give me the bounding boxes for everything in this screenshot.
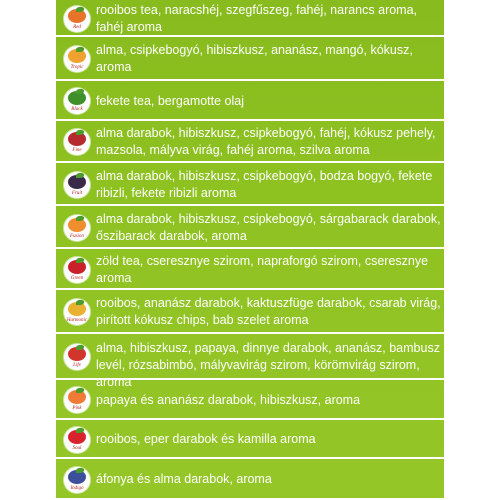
tea-variant-label: Red (73, 25, 81, 30)
strawberry-icon (64, 427, 90, 453)
leaf-illustration (76, 89, 84, 94)
apricot-icon (64, 215, 90, 241)
tea-variant-label: Harmonic (66, 318, 88, 323)
leaf-illustration (76, 258, 84, 263)
ingredient-list: rooibos, ananász darabok, kaktuszfüge darabok, csarab virág, pirított kókusz chips, bab szelet aroma (96, 296, 441, 327)
tea-variant-label: Life (73, 363, 81, 368)
cherry-icon (64, 257, 90, 283)
leaf-illustration (76, 7, 84, 12)
tea-variant-label: Black (71, 107, 83, 112)
ingredient-list: alma darabok, hibiszkusz, csipkebogyó, bodza bogyó, fekete ribizli, fekete ribizli aroma (96, 169, 433, 200)
ingredient-list: zöld tea, cseresznye szirom, napraforgó szirom, cseresznye aroma (96, 254, 429, 285)
tea-row (56, 37, 444, 81)
tropical-fruit-icon (64, 46, 90, 72)
orange-icon (64, 6, 90, 32)
tea-row (56, 380, 444, 420)
tea-row (56, 81, 444, 121)
tea-row (56, 420, 444, 459)
ingredient-list: rooibos, eper darabok és kamilla aroma (96, 432, 316, 446)
leaf-illustration (76, 345, 84, 350)
leaf-illustration (76, 47, 84, 52)
ingredient-list: alma, csipkebogyó, hibiszkusz, ananász, mangó, kókusz, aroma (96, 43, 413, 74)
tea-row (56, 334, 444, 389)
ingredient-list: fekete tea, bergamotte olaj (96, 94, 245, 108)
leaf-illustration (76, 173, 84, 178)
tea-variant-label: Soul (72, 446, 82, 451)
black-currant-icon (64, 172, 90, 198)
tea-row (56, 290, 444, 334)
tea-row (56, 163, 444, 206)
tea-ingredients-panel (56, 0, 444, 500)
tea-variant-label: Green (70, 276, 84, 281)
leaf-illustration (76, 468, 84, 473)
ingredient-list: rooibos tea, naracshéj, szegfűszeg, fahéj, narancs aroma, fahéj aroma (96, 3, 418, 34)
ingredient-list: alma, hibiszkusz, papaya, dinnye darabok, ananász, bambusz levél, rózsabimbó, mályvavirág szirom, körömvirág szirom, aroma (96, 341, 440, 389)
leaf-illustration (76, 428, 84, 433)
tea-row (56, 206, 444, 249)
tea-variant-label: Indigo (70, 486, 84, 491)
pineapple-icon (64, 299, 90, 325)
berries-icon (64, 129, 90, 155)
mixed-fruit-icon (64, 344, 90, 370)
papaya-icon (64, 387, 90, 413)
tea-row (56, 459, 444, 500)
tea-row (56, 121, 444, 163)
ingredient-list: alma darabok, hibiszkusz, csipkebogyó, sárgabarack darabok, őszibarack darabok, aroma (96, 212, 441, 243)
tea-variant-label: Fine (72, 148, 82, 153)
blueberry-icon (64, 467, 90, 493)
leaf-illustration (76, 388, 84, 393)
tea-variant-label: Pink (72, 406, 82, 411)
leaf-illustration (76, 216, 84, 221)
tea-leaf-icon (64, 88, 90, 114)
ingredient-list: áfonya és alma darabok, aroma (96, 472, 272, 486)
tea-variant-label: Fruit (71, 191, 83, 196)
ingredient-list: papaya és ananász darabok, hibiszkusz, aroma (96, 393, 361, 407)
leaf-illustration (76, 130, 84, 135)
tea-row (56, 0, 444, 37)
tea-row (56, 249, 444, 290)
tea-variant-label: Tropic (70, 65, 84, 70)
leaf-illustration (76, 300, 84, 305)
ingredient-list: alma darabok, hibiszkusz, csipkebogyó, fahéj, kókusz pehely, mazsola, mályva virág, fahéj aroma, szilva aroma (96, 126, 436, 157)
tea-variant-label: Fusion (70, 234, 84, 239)
